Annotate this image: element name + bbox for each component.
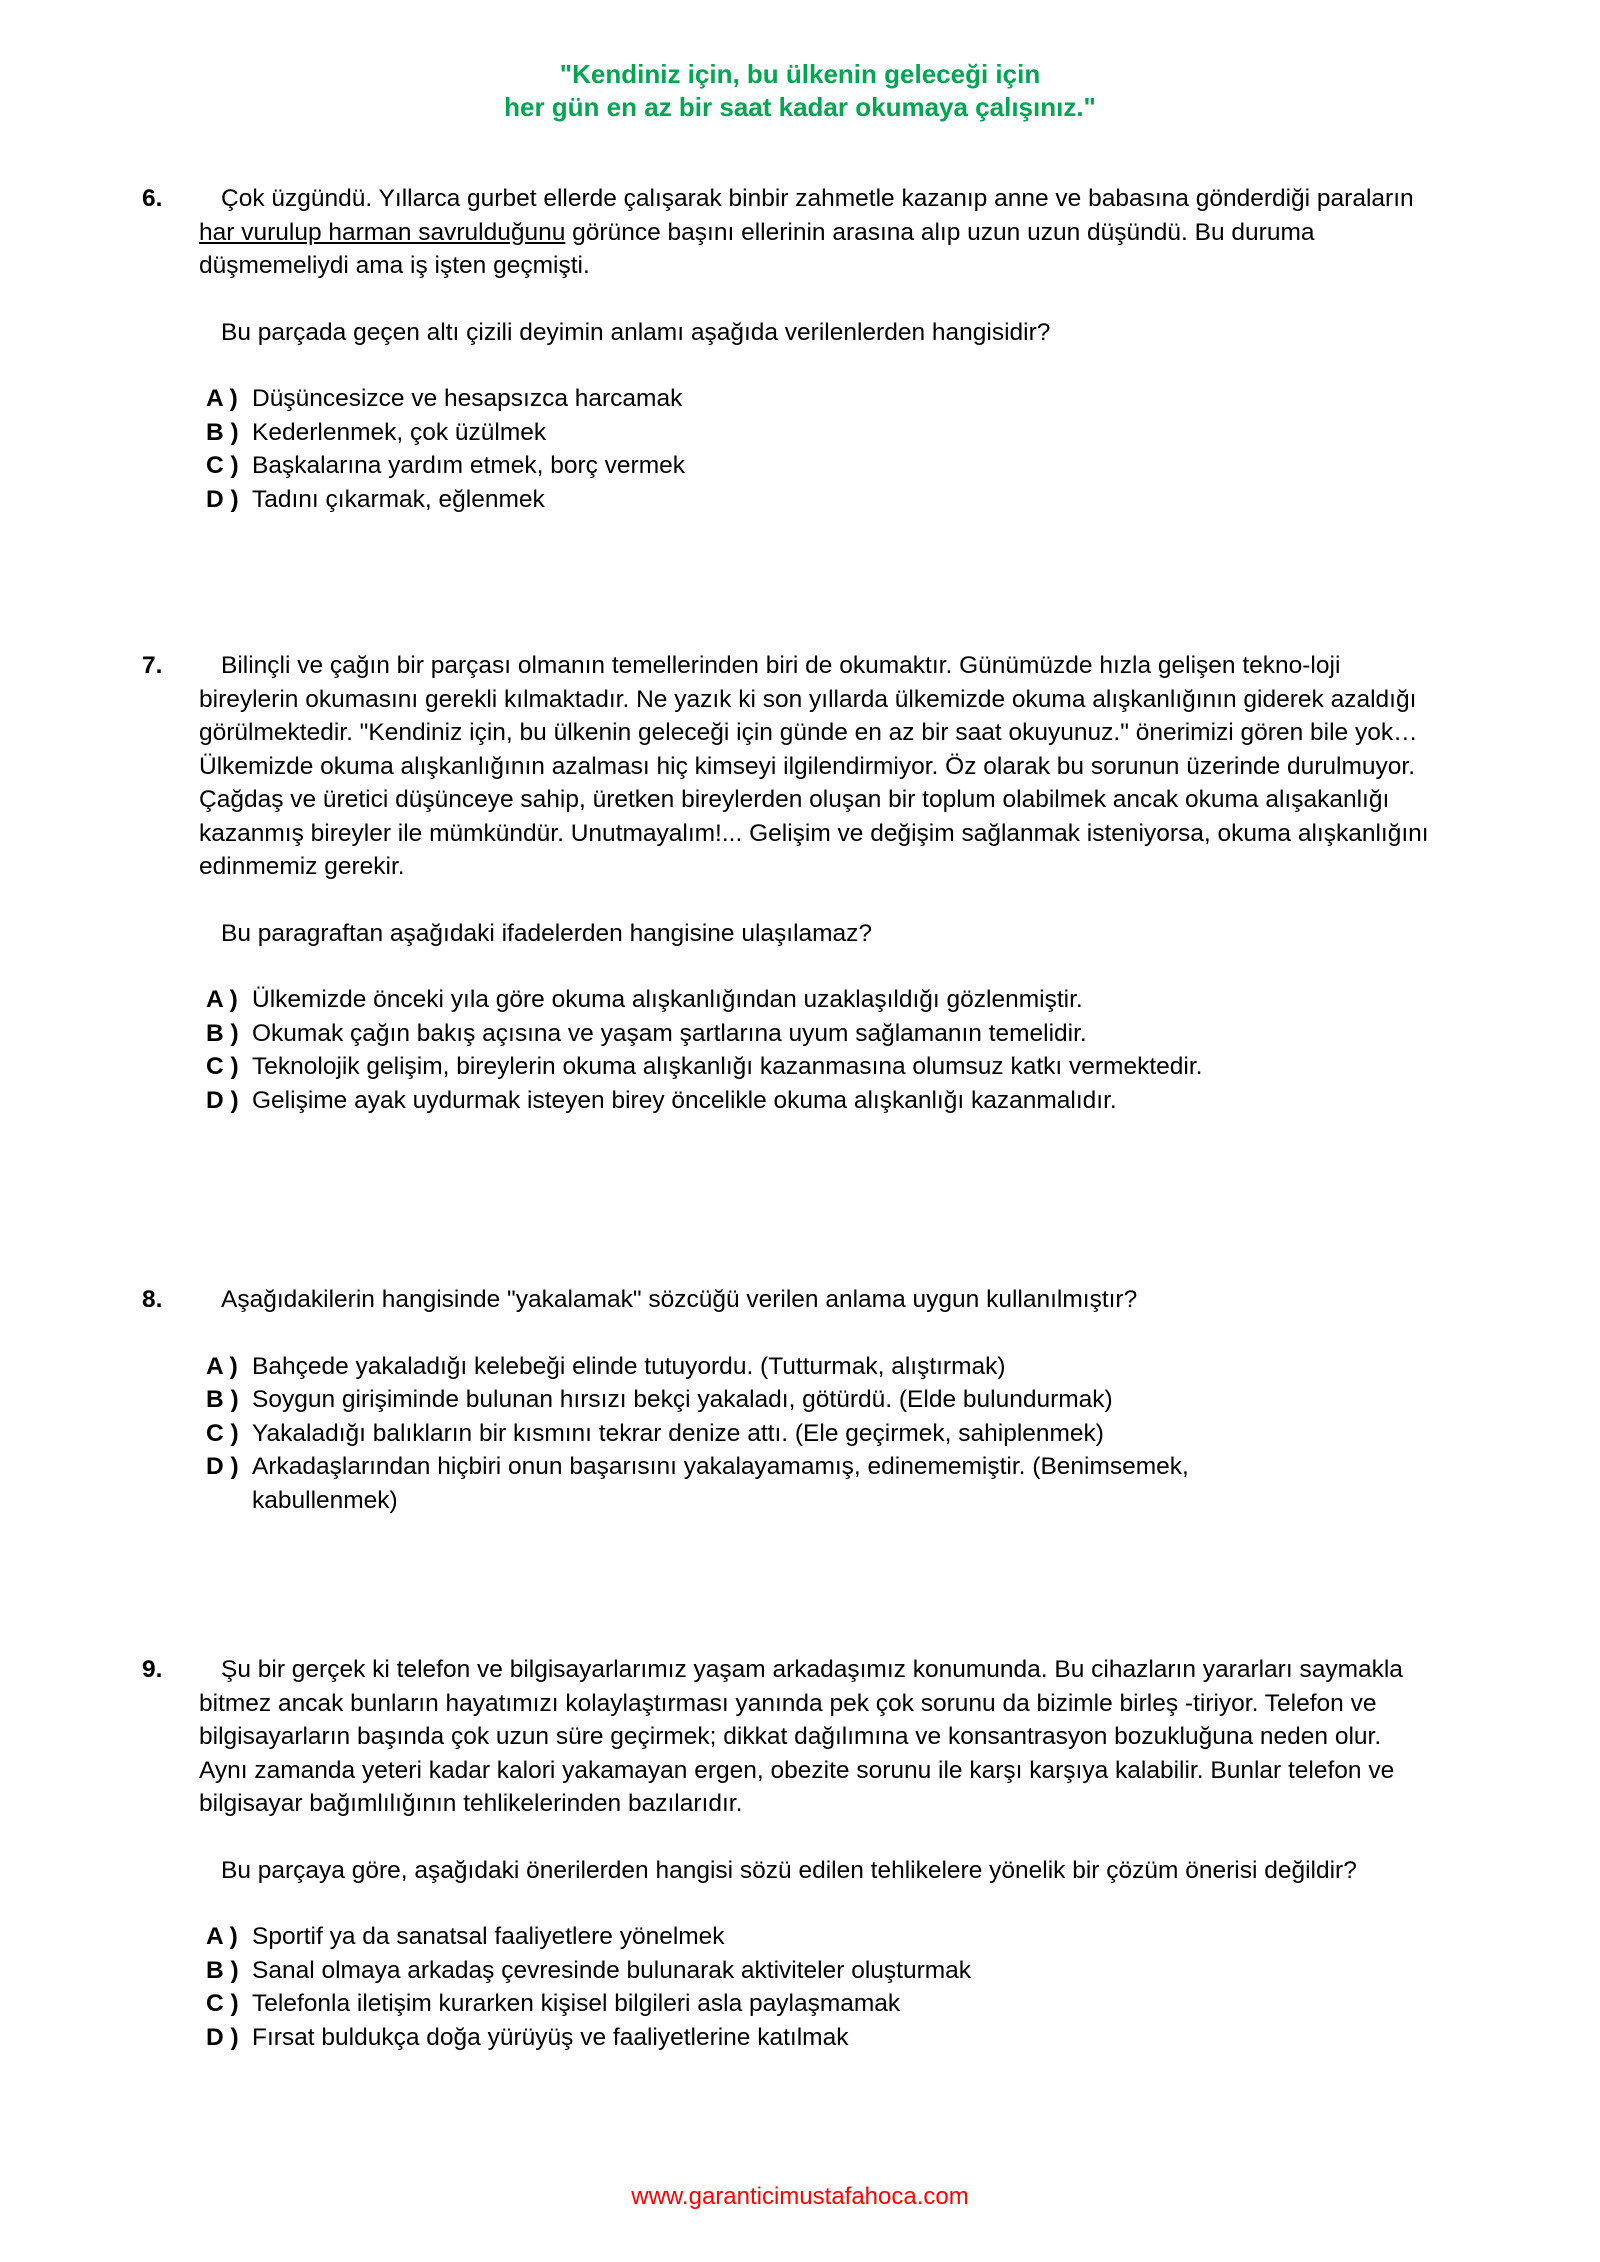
option-letter: C ): [206, 1053, 239, 1080]
option-text: Bahçede yakaladığı kelebeği elinde tutuyordu. (Tutturmak, alıştırmak): [252, 1352, 1006, 1380]
answer-option-d[interactable]: [199, 2021, 1600, 2055]
passage-text: Şu bir gerçek ki telefon ve bilgisayarlarımız yaşam arkadaşımız konumunda. Bu cihazların yararları saymakla bitmez ancak bunların hayatımızı kolaylaştırması yanında pek çok sorunu da bizimle birleş -tiriyor. Telefon ve bilgisayarların başında çok uzun süre geçirmek; dikkat dağılımına ve konsantrasyon bozukluğuna neden olur. Aynı zamanda yeteri kadar kalori yakamayan ergen, obezite sorunu ile karşı karşıya kalabilir. Bunlar telefon ve bilgisayar bağımlılığının tehlikelerinden bazılarıdır.: [199, 1656, 1403, 1817]
option-text: Okumak çağın bakış açısına ve yaşam şartlarına uyum sağlamanın temelidir.: [252, 1019, 1087, 1047]
question-number: 9.: [142, 1656, 163, 1683]
question-passage: [199, 649, 1429, 884]
passage-text-after: görünce başını ellerinin arasına alıp uzun uzun düşündü. Bu duruma düşmemeliydi ama iş işten geçmişti.: [199, 218, 1315, 279]
question-prompt-text: Bu parçaya göre, aşağıdaki önerilerden hangisi sözü edilen tehlikelere yönelik bir çözüm önerisi değildir?: [221, 1856, 1357, 1884]
answer-option-c[interactable]: [199, 1050, 1600, 1084]
answer-option-a[interactable]: [199, 983, 1600, 1017]
question-9: [0, 1653, 1600, 2054]
answer-option-a[interactable]: [199, 382, 1600, 416]
question-prompt: [199, 1854, 1429, 1888]
option-text: Düşüncesizce ve hesapsızca harcamak: [252, 385, 683, 412]
option-letter: D ): [206, 2023, 239, 2051]
answer-option-a[interactable]: [199, 1920, 1600, 1954]
answer-option-c[interactable]: [199, 1987, 1600, 2021]
question-8: [0, 1283, 1600, 1517]
question-prompt-text: Bu paragraftan aşağıdaki ifadelerden hangisine ulaşılamaz?: [221, 919, 873, 947]
answer-option-c[interactable]: [199, 1417, 1600, 1451]
option-text: Tadını çıkarmak, eğlenmek: [252, 485, 545, 513]
option-letter: D ): [206, 1453, 239, 1480]
option-letter: C ): [206, 452, 239, 479]
question-6: [0, 182, 1600, 516]
question-number: 7.: [142, 652, 163, 679]
answer-option-b[interactable]: [199, 1954, 1600, 1988]
option-text: Teknolojik gelişim, bireylerin okuma alışkanlığı kazanmasına olumsuz katkı vermektedir.: [252, 1053, 1203, 1080]
answer-option-b[interactable]: [199, 1017, 1600, 1051]
option-text: Sanal olmaya arkadaş çevresinde bulunarak aktiviteler oluşturmak: [252, 1956, 972, 1984]
question-7: [0, 649, 1600, 1117]
passage-text: Bilinçli ve çağın bir parçası olmanın temellerinden biri de okumaktır. Günümüzde hızla gelişen tekno-loji bireylerin okumasını gerekli kılmaktadır. Ne yazık ki son yıllarda ülkemizde okuma alışkanlığının giderek azaldığı görülmektedir. "Kendiniz için, bu ülkenin geleceği için günde en az bir saat okuyunuz." önerimizi gören bile yok… Ülkemizde okuma alışkanlığının azalması hiç kimseyi ilgilendirmiyor. Öz olarak bu sorunun üzerinde durulmuyor. Çağdaş ve üretici düşünceye sahip, üretken bireylerden oluşan bir toplum olabilmek ancak okuma alışakanlığı kazanmış bireyler ile mümkündür. Unutmayalım!... Gelişim ve değişim sağlanmak isteniyorsa, okuma alışkanlığını edinmemiz gerekir.: [199, 652, 1429, 880]
option-letter: C ): [206, 1990, 239, 2017]
answer-option-d[interactable]: [199, 1084, 1600, 1118]
option-text: Soygun girişiminde bulunan hırsızı bekçi yakaladı, götürdü. (Elde bulundurmak): [252, 1386, 1113, 1413]
answer-option-a[interactable]: [199, 1350, 1600, 1384]
option-letter: B ): [206, 1019, 239, 1047]
option-text: Gelişime ayak uydurmak isteyen birey öncelikle okuma alışkanlığı kazanmalıdır.: [252, 1086, 1117, 1114]
answer-options: [0, 382, 1600, 516]
option-letter: A ): [206, 1923, 238, 1950]
page-header-quote: [0, 58, 1600, 124]
answer-option-d[interactable]: [199, 483, 1600, 517]
question-prompt: [199, 316, 1429, 350]
option-text: Yakaladığı balıkların bir kısmını tekrar denize attı. (Ele geçirmek, sahiplenmek): [252, 1419, 1104, 1447]
option-text: Telefonla iletişim kurarken kişisel bilgileri asla paylaşmamak: [252, 1990, 901, 2017]
footer-website-link[interactable]: www.garanticimustafahoca.com: [631, 2183, 969, 2210]
option-letter: D ): [206, 1086, 239, 1114]
option-letter: B ): [206, 1386, 239, 1413]
option-letter: C ): [206, 1419, 239, 1447]
question-passage: [199, 182, 1429, 283]
option-text: Arkadaşlarından hiçbiri onun başarısını yakalayamamış, edinememiştir. (Benimsemek, kabullenmek): [252, 1453, 1189, 1514]
question-prompt: [199, 917, 1429, 951]
header-quote-line-1: "Kendiniz için, bu ülkenin geleceği için: [559, 59, 1041, 89]
question-number: 6.: [142, 185, 163, 212]
answer-option-d[interactable]: [199, 1450, 1600, 1517]
question-passage: [199, 1653, 1429, 1821]
option-text: Fırsat buldukça doğa yürüyüş ve faaliyetlerine katılmak: [252, 2023, 849, 2051]
header-quote-line-2: her gün en az bir saat kadar okumaya çalışınız.": [504, 92, 1096, 122]
option-letter: D ): [206, 485, 239, 513]
option-text: Sportif ya da sanatsal faaliyetlere yönelmek: [252, 1923, 725, 1950]
question-prompt-text: Aşağıdakilerin hangisinde "yakalamak" sözcüğü verilen anlama uygun kullanılmıştır?: [221, 1286, 1138, 1313]
answer-options: [0, 983, 1600, 1117]
option-text: Ülkemizde önceki yıla göre okuma alışkanlığından uzaklaşıldığı gözlenmiştir.: [252, 986, 1083, 1013]
option-letter: B ): [206, 418, 239, 446]
option-letter: A ): [206, 986, 238, 1013]
answer-options: [0, 1920, 1600, 2054]
underlined-idiom: har vurulup harman savrulduğunu: [199, 218, 566, 246]
answer-option-c[interactable]: [199, 449, 1600, 483]
answer-option-b[interactable]: [199, 416, 1600, 450]
option-letter: A ): [206, 1352, 238, 1380]
question-prompt-text: Bu parçada geçen altı çizili deyimin anlamı aşağıda verilenlerden hangisidir?: [221, 318, 1051, 346]
question-prompt: [199, 1283, 1429, 1317]
answer-options: [0, 1350, 1600, 1518]
passage-text-before: Çok üzgündü. Yıllarca gurbet ellerde çalışarak binbir zahmetle kazanıp anne ve babasına gönderdiği paraların: [221, 185, 1414, 212]
option-letter: B ): [206, 1956, 239, 1984]
question-number: 8.: [142, 1286, 163, 1313]
option-text: Başkalarına yardım etmek, borç vermek: [252, 452, 685, 479]
option-text: Kederlenmek, çok üzülmek: [252, 418, 547, 446]
answer-option-b[interactable]: [199, 1383, 1600, 1417]
option-letter: A ): [206, 385, 238, 412]
